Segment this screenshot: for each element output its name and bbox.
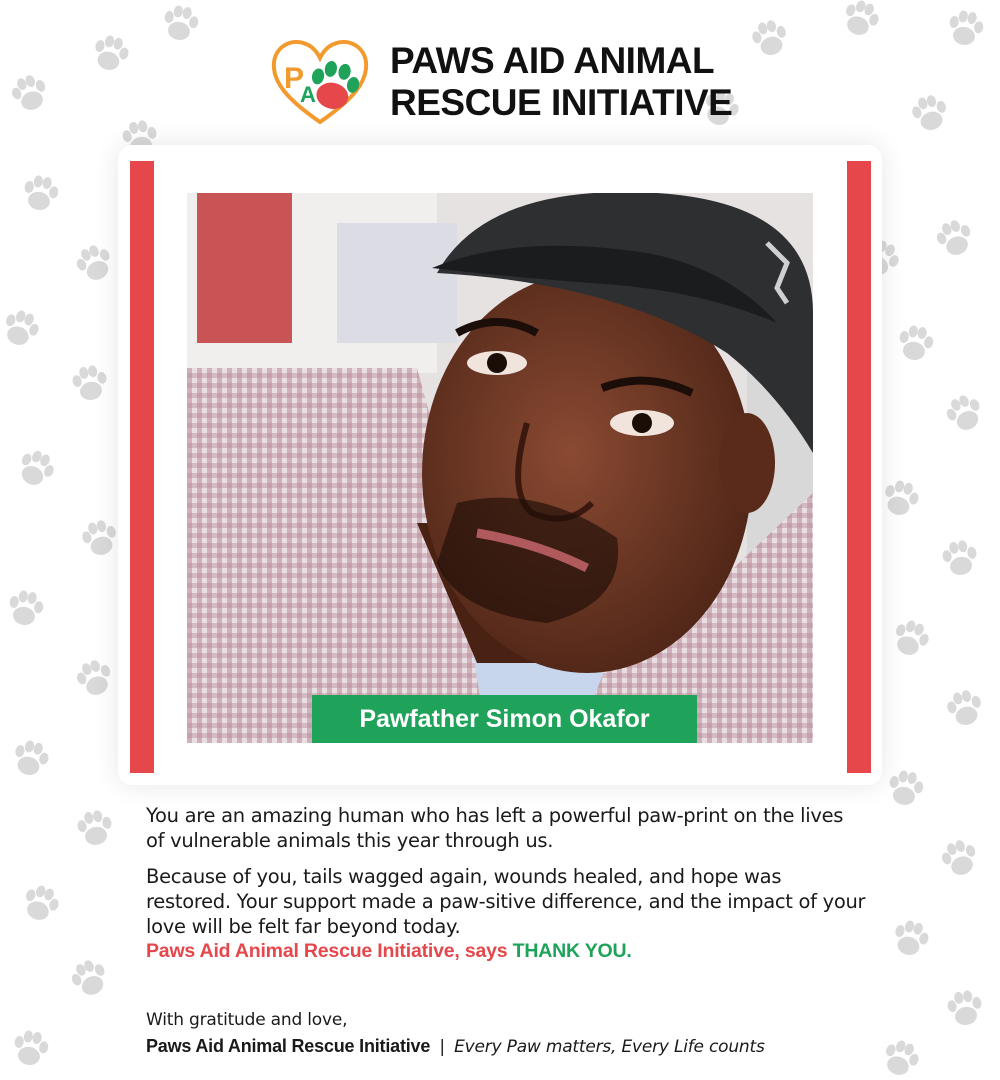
paw-print-icon (75, 808, 114, 847)
paw-print-icon (70, 363, 109, 402)
paw-print-icon (886, 768, 925, 807)
paw-print-icon (944, 687, 986, 729)
thank-you-line (146, 939, 866, 964)
paw-print-icon (6, 588, 45, 627)
thank-you-words: THANK YOU. (512, 940, 632, 962)
paw-print-icon (90, 32, 132, 74)
message-paragraph-1: You are an amazing human who has left a powerful paw-print on the lives of vulnerable animals this year through us. (146, 804, 844, 852)
logo-letter-a: A (300, 82, 316, 107)
message-body (146, 803, 866, 964)
paw-print-icon (933, 216, 977, 260)
paw-print-icon (10, 737, 52, 779)
organization-title (390, 40, 732, 124)
paw-print-icon (890, 917, 932, 959)
red-side-bar-right (847, 161, 871, 773)
paw-print-icon (8, 71, 52, 115)
paw-print-icon (72, 240, 117, 285)
portrait-photo (187, 193, 813, 743)
paw-print-icon (67, 955, 112, 1000)
signoff-tagline: Every Paw matters, Every Life counts (454, 1037, 765, 1057)
paw-print-icon (940, 538, 979, 577)
honoree-name: Pawfather Simon Okafor (359, 704, 650, 733)
paw-print-icon (839, 0, 883, 40)
paw-print-icon (73, 656, 117, 700)
paw-print-icon (896, 323, 935, 362)
paw-print-icon (880, 477, 922, 519)
message-paragraph-2: Because of you, tails wagged again, wounds healed, and hope was restored. Your support made a paw-sitive difference, and the impact of your love will be felt far beyond today. (146, 865, 866, 938)
signoff (146, 1008, 906, 1059)
paw-print-icon (21, 173, 60, 212)
portrait-illustration (187, 193, 813, 743)
paw-print-icon (11, 1028, 50, 1067)
title-line-2: RESCUE INITIATIVE (390, 82, 733, 123)
signoff-organization: Paws Aid Animal Rescue Initiative (146, 1036, 431, 1056)
paw-print-icon (0, 307, 43, 351)
paw-print-icon (945, 988, 984, 1027)
logo-letter-p: P (284, 62, 305, 95)
thank-you-org: Paws Aid Animal Rescue Initiative, says (146, 940, 513, 962)
paw-print-icon (79, 517, 121, 559)
paw-heart-logo-icon (268, 36, 372, 128)
paw-print-icon (909, 92, 951, 134)
paw-print-icon (14, 446, 59, 491)
signoff-line (146, 1034, 906, 1059)
paw-print-icon (946, 8, 985, 47)
paw-print-icon (749, 17, 791, 59)
signoff-separator: | (439, 1037, 445, 1057)
paw-print-icon (942, 390, 987, 435)
paw-print-icon (938, 836, 982, 880)
title-line-1: PAWS AID ANIMAL (390, 40, 715, 81)
paw-print-icon (161, 3, 200, 42)
name-badge (312, 695, 697, 743)
red-side-bar-left (130, 161, 154, 773)
signoff-greeting: With gratitude and love, (146, 1010, 348, 1030)
header (268, 36, 732, 128)
paw-print-icon (889, 617, 933, 661)
paw-print-icon (19, 882, 63, 926)
